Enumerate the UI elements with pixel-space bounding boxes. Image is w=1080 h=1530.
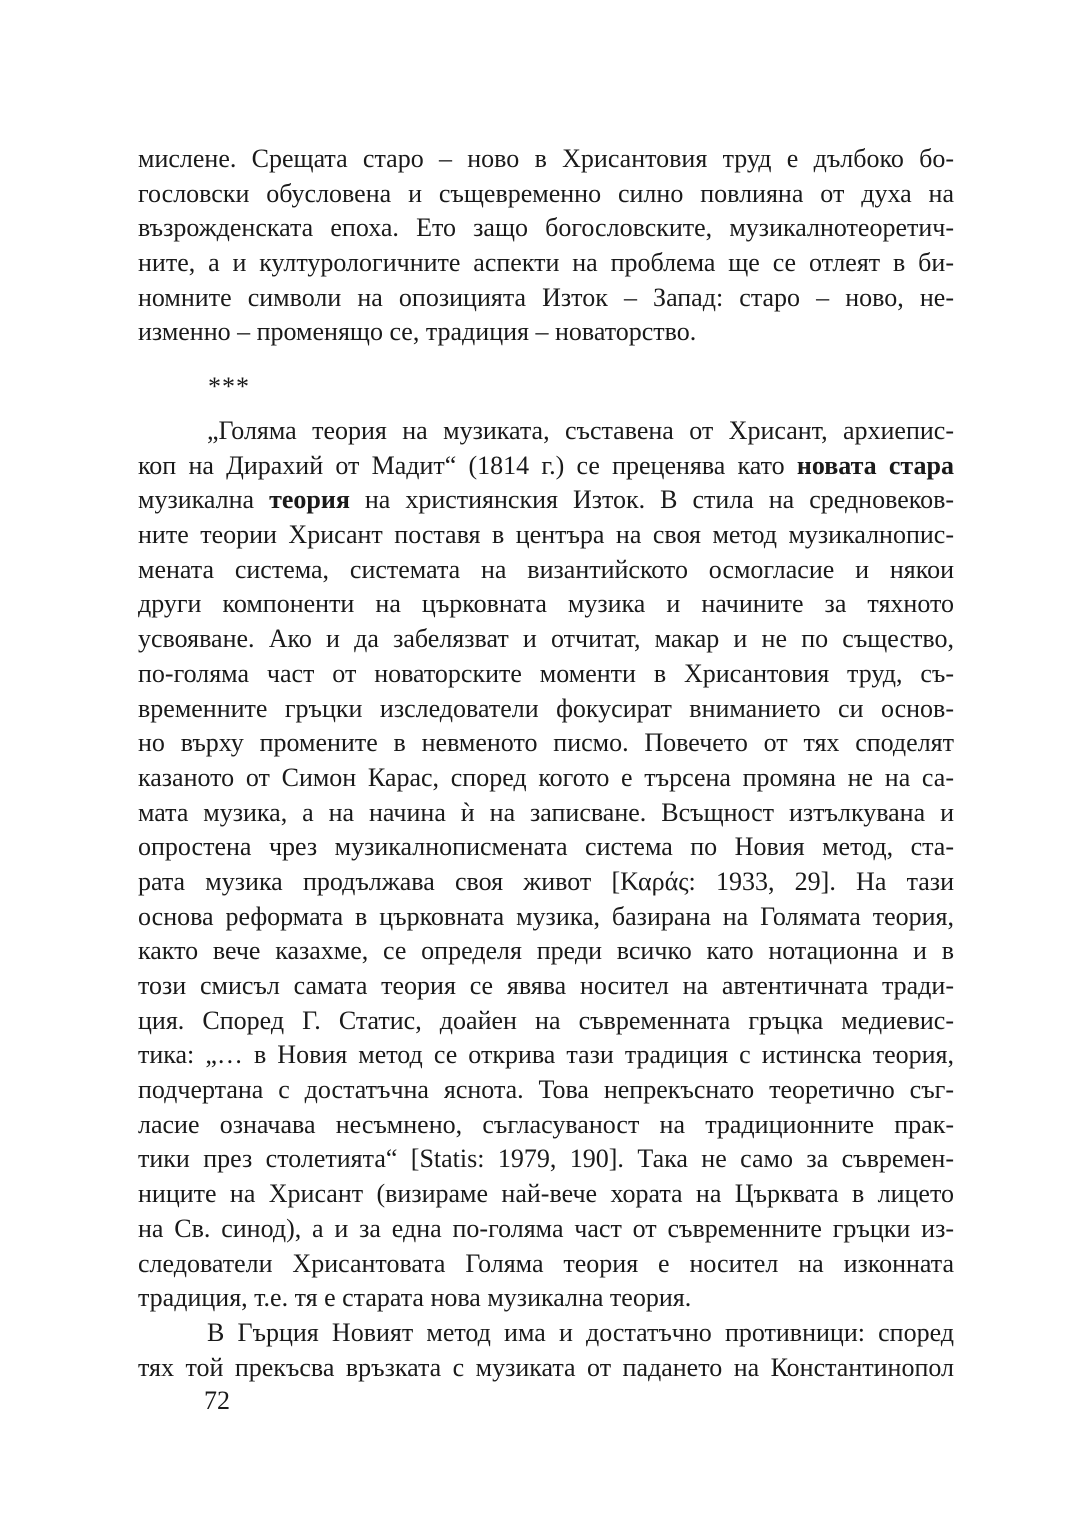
text-line: рата музика продължава своя живот [Καράς: 1933, 29]. На тази	[138, 866, 954, 896]
text-line: усвояване. Ако и да забелязват и отчитат, макар и не по същество,	[138, 624, 954, 654]
text-line: този смисъл самата теория се явява носител на автентичната тради-	[138, 971, 954, 1000]
text-line: ласие означава несъмнено, съгласуваност на традиционните прак-	[138, 1109, 954, 1139]
text-line	[138, 449, 954, 484]
text-line: „Голяма теория на музиката, съставена от Хрисант, архиепис-	[207, 416, 954, 445]
text-line: ните, а и културологичните аспекти на проблема ще се отлеят в би-	[138, 248, 954, 278]
text-line: други компоненти на църковната музика и начините за тяхното	[138, 589, 954, 619]
text-line: тях той прекъсва връзката с музиката от падането на Константинопол	[138, 1352, 954, 1382]
text-line: основа реформата в църковната музика, базирана на Голямата теория,	[138, 901, 954, 931]
text-line: традиция, т.е. тя е старата нова музикална теория.	[138, 1283, 692, 1313]
text-line: подчертана с достатъчна яснота. Това непрекъснато теоретично съг-	[138, 1075, 954, 1105]
text-line: тики през столетията“ [Statis: 1979, 190]. Така не само за съвремен-	[138, 1144, 954, 1174]
page-number: 72	[204, 1386, 230, 1415]
paragraph-1	[138, 142, 954, 350]
text-line: казаното от Симон Карас, според когото е търсена промяна не на са-	[138, 762, 954, 792]
text-line: на Св. синод), а и за една по-голяма част от съвременните гръцки из-	[138, 1213, 954, 1243]
text-line: следователи Хрисантовата Голяма теория е носител на изконната	[138, 1248, 954, 1278]
text-line: тика: „… в Новия метод се открива тази традиция с истинска теория,	[138, 1040, 954, 1070]
paragraph-2	[138, 414, 954, 1385]
text-line: номните символи на опозицията Изток – Запад: старо – ново, не-	[138, 282, 954, 312]
text-line: опростена чрез музикалнописмената система по Новия метод, ста-	[138, 832, 954, 862]
text-segment: коп на Дирахий от Мадит“ (1814 г.) се преценява като	[138, 450, 797, 480]
text-line: изменно – променящо се, традиция – новаторство.	[138, 317, 697, 347]
text-line: гословски обусловена и същевременно силно повлияна от духа на	[138, 178, 954, 208]
text-line: ниците на Хрисант (визираме най-вече хората на Църквата в лицето	[138, 1179, 954, 1209]
text-segment: музикална	[138, 485, 270, 515]
text-segment: на християнския Изток. В стила на средновеков-	[349, 485, 954, 515]
bold-phrase: новата стара	[796, 450, 954, 480]
text-line	[138, 483, 954, 518]
text-line: мислене. Срещата старо – ново в Хрисантовия труд е дълбоко бо-	[138, 144, 954, 173]
text-line: временните гръцки изследователи фокусират вниманието си основ-	[138, 693, 954, 723]
text-line: но върху промените в невменото писмо. Повечето от тях споделят	[138, 728, 954, 758]
text-line: ция. Според Г. Статис, доайен на съвременната гръцка медиевис-	[138, 1005, 954, 1035]
text-line: както вече казахме, се определя преди всичко като нотационна и в	[138, 936, 954, 966]
text-line: по-голяма част от новаторските моменти в Хрисантовия труд, съ-	[138, 658, 954, 688]
text-line: мата музика, а на начина ѝ на записване. Всъщност изтълкувана и	[138, 797, 954, 827]
section-separator: ***	[208, 372, 250, 401]
text-line: ните теории Хрисант поставя в центъра на своя метод музикалнопис-	[138, 520, 954, 550]
text-line: възрожденската епоха. Ето защо богословските, музикалнотеоретич-	[138, 213, 954, 243]
bold-phrase: теория	[269, 485, 350, 515]
text-line: мената система, системата на византийското осмогласие и някои	[138, 554, 954, 584]
text-line: В Гърция Новият метод има и достатъчно противници: според	[207, 1317, 954, 1347]
